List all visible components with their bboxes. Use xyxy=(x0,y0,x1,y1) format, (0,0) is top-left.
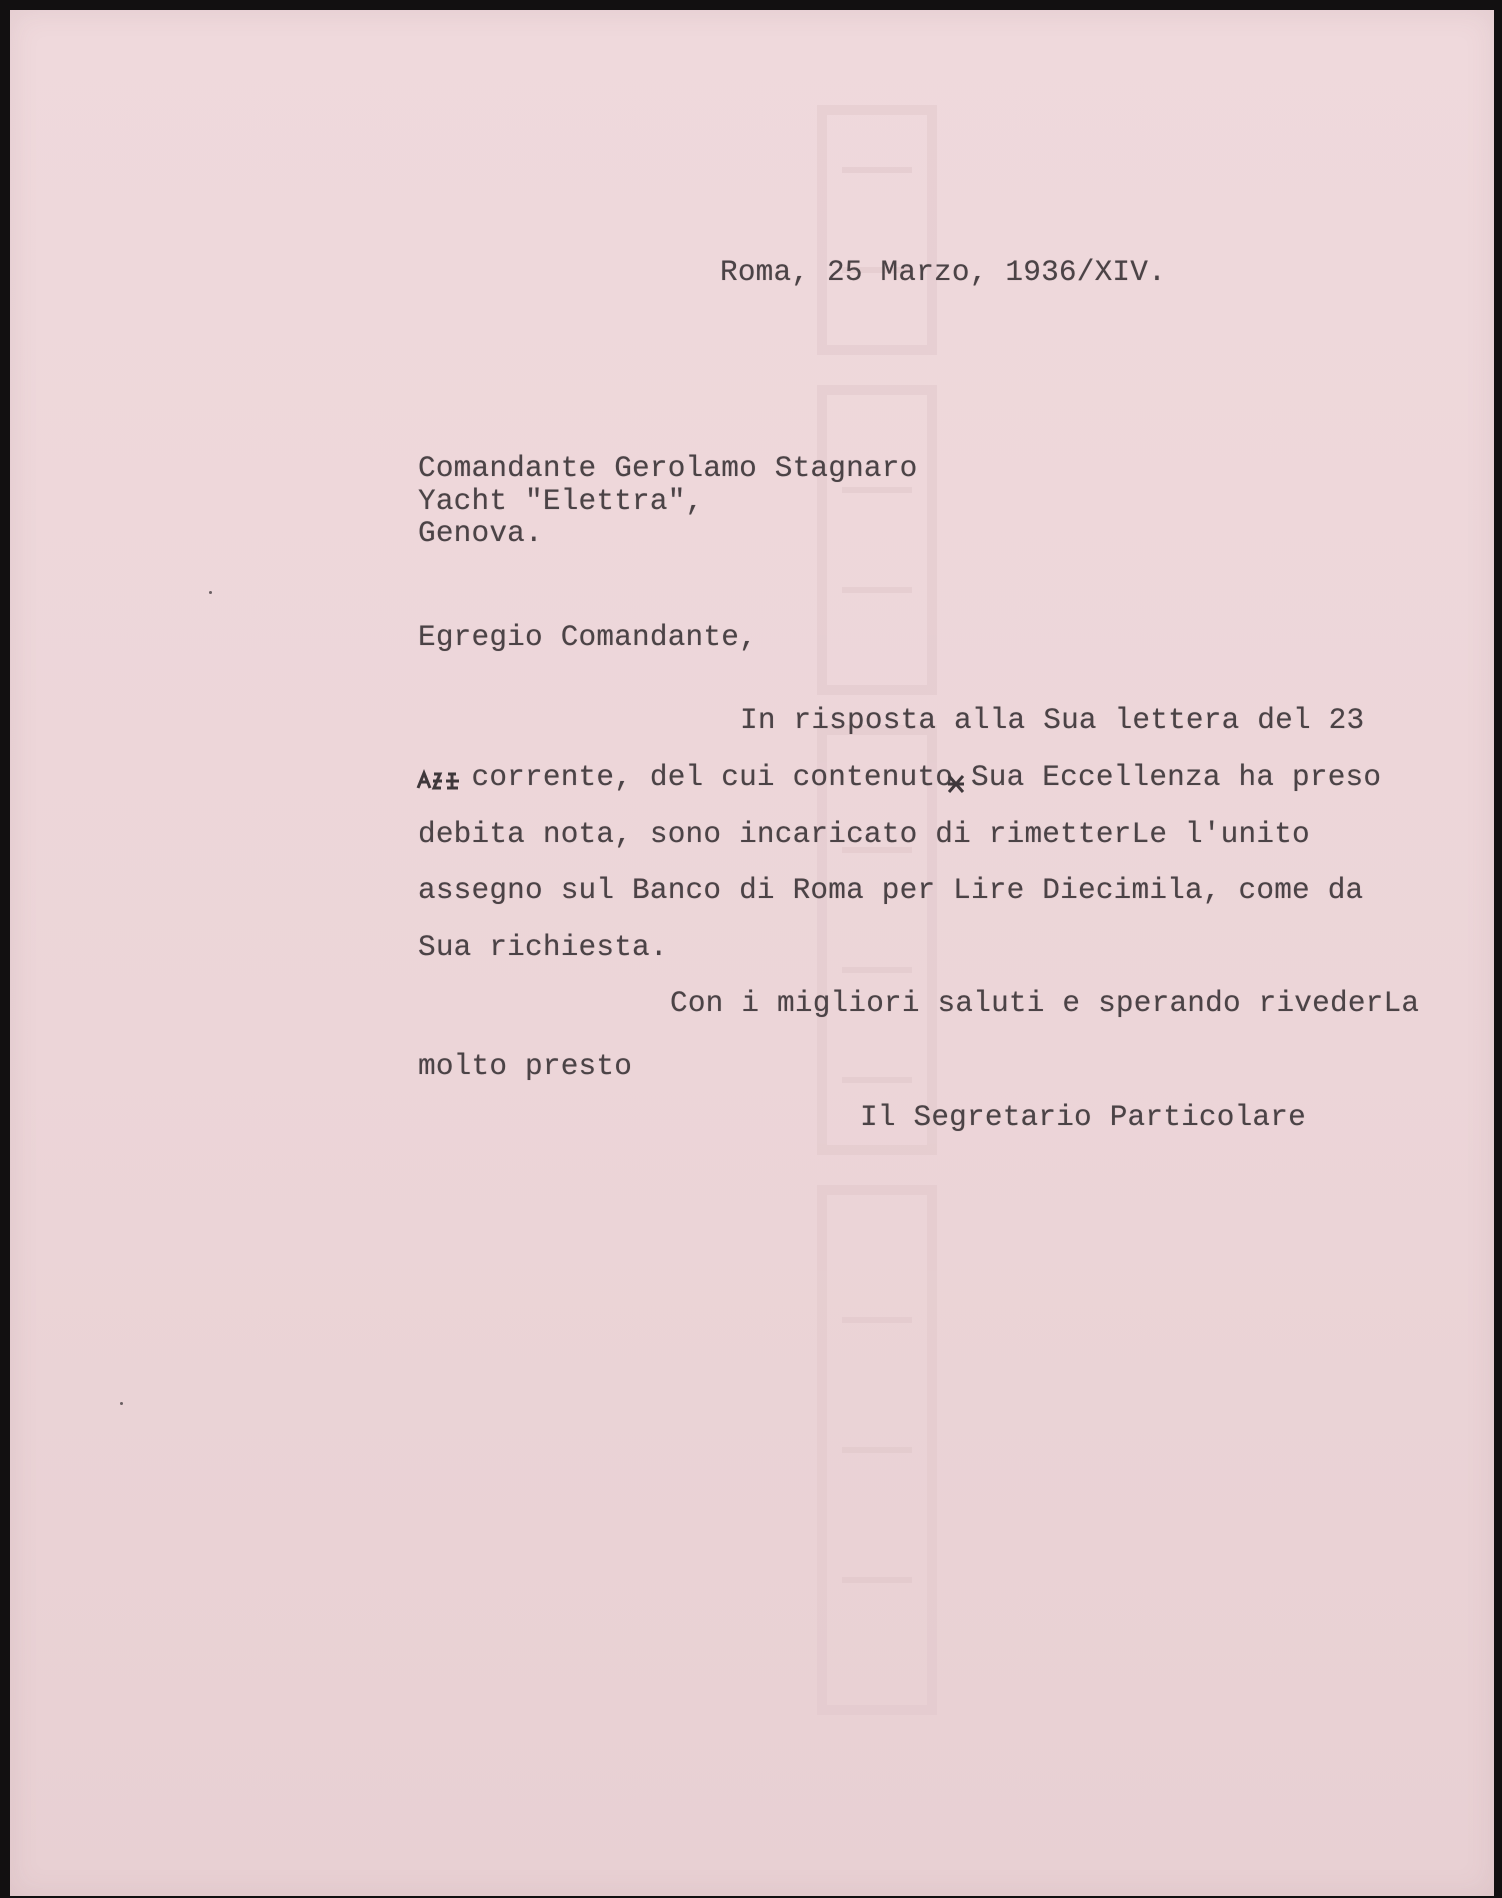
typed-strikeout-mark xyxy=(946,772,966,798)
paper-speck xyxy=(209,591,212,594)
letterhead-watermark xyxy=(802,70,952,1850)
closing-line: Con i migliori saluti e sperando rivederLa xyxy=(670,987,1420,1020)
recipient-city: Genova. xyxy=(418,517,543,550)
body-line: In risposta alla Sua lettera del 23 xyxy=(740,704,1365,737)
body-line: debita nota, sono incaricato di rimetterLe l'unito xyxy=(418,818,1310,851)
salutation: Egregio Comandante, xyxy=(418,621,757,654)
signature-title: Il Segretario Particolare xyxy=(860,1101,1306,1134)
closing-line: molto presto xyxy=(418,1050,633,1083)
recipient-name: Comandante Gerolamo Stagnaro xyxy=(418,452,918,485)
body-line: corrente, del cui contenuto Sua Eccellenza ha preso xyxy=(418,761,1382,794)
recipient-vessel: Yacht "Elettra", xyxy=(418,485,704,518)
letter-sheet xyxy=(10,10,1494,1896)
body-line: assegno sul Banco di Roma per Lire Diecimila, come da xyxy=(418,874,1364,907)
body-line: Sua richiesta. xyxy=(418,931,668,964)
date-line: Roma, 25 Marzo, 1936/XIV. xyxy=(720,256,1166,289)
paper-speck xyxy=(120,1402,123,1405)
typed-strikeout-mark xyxy=(415,768,467,794)
